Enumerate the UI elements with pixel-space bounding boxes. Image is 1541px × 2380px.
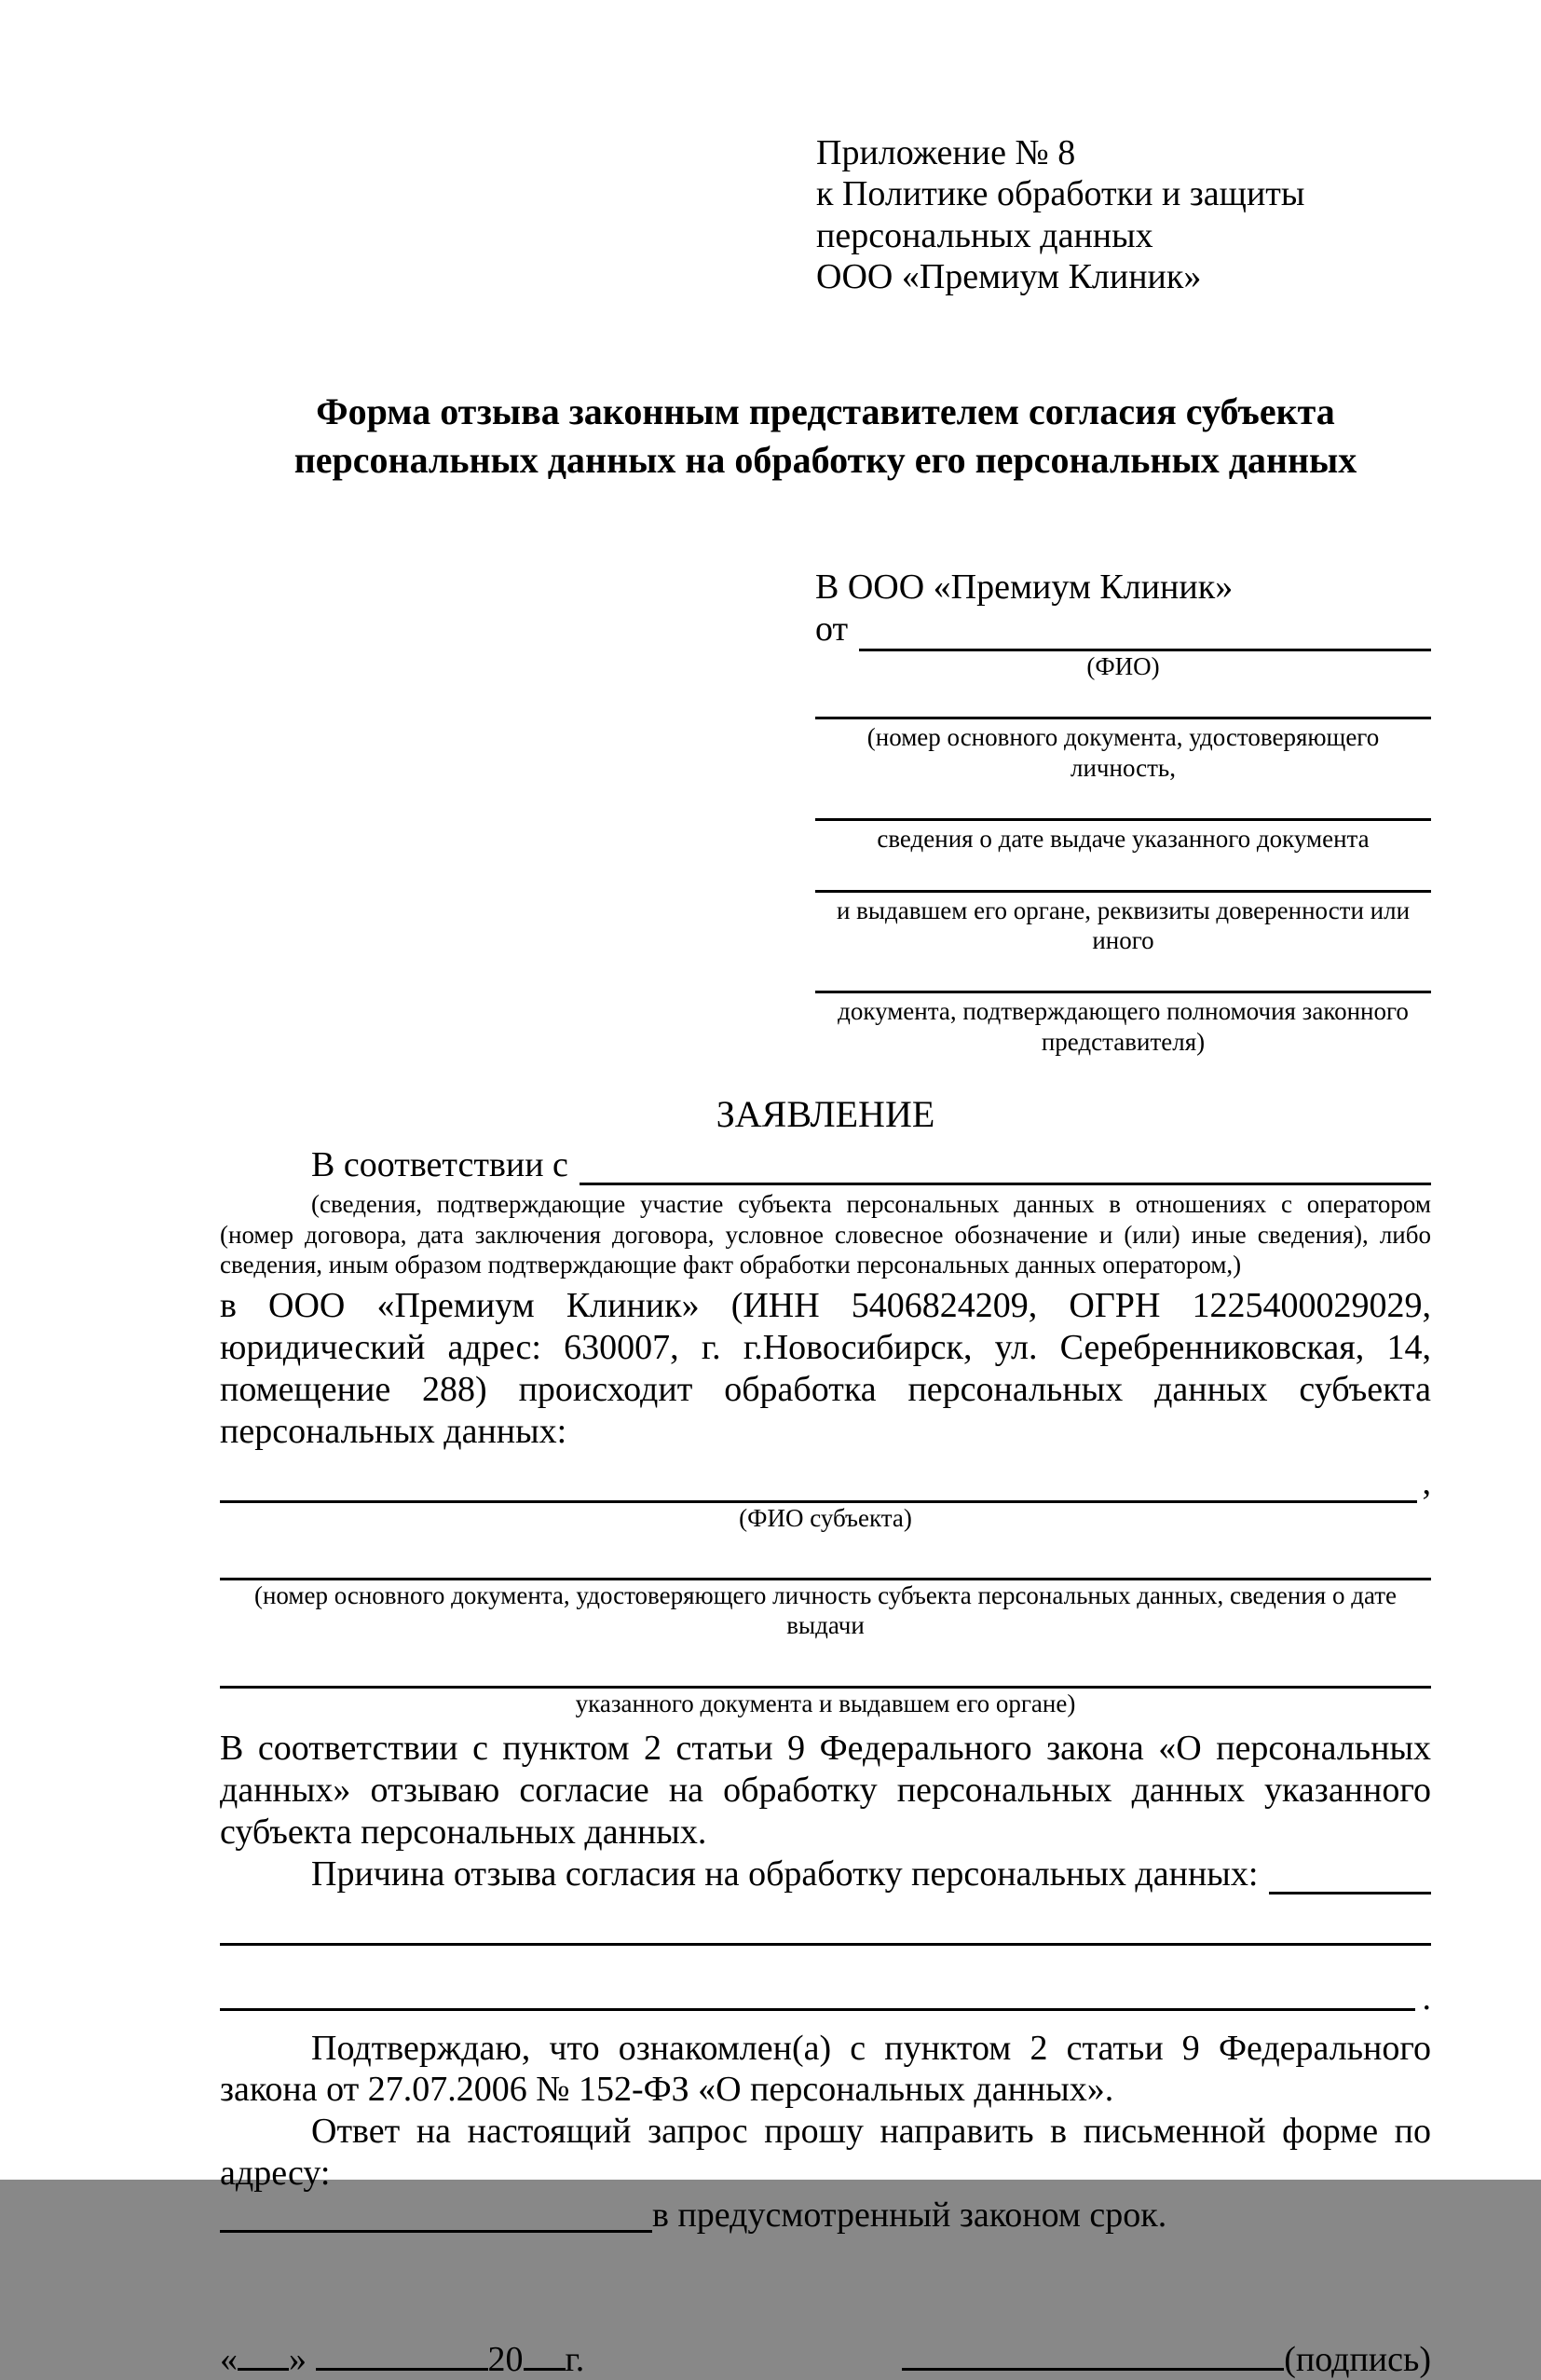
representative-doc-field-4 — [815, 970, 1431, 1057]
reason-label: Причина отзыва согласия на обработку персональных данных: — [311, 1853, 1259, 1894]
representative-doc-hint-4: документа, подтверждающего полномочия законного представителя) — [838, 997, 1409, 1056]
basis-blank-line — [580, 1144, 1431, 1185]
representative-doc-field-1 — [815, 696, 1431, 783]
basis-hint: (сведения, подтверждающие участие субъекта персональных данных в отношениях с оператором (номер договора, дата заключения договора, условное словесное обозначение и (или) иные сведения), либо сведения, иным образом подтверждающие факт обработки персональных данных оператором,) — [220, 1190, 1431, 1279]
signature-date-row — [220, 2332, 1431, 2380]
representative-doc-field-3 — [815, 869, 1431, 956]
date-year-suffix: г. — [565, 2339, 585, 2379]
subject-fio-blank-line — [220, 1462, 1417, 1503]
signature-field-group — [902, 2332, 1431, 2380]
document-title-line-2: персональных данных на обработку его персональных данных — [293, 438, 1357, 481]
reply-address-row — [220, 2195, 1431, 2239]
from-blank-line — [859, 609, 1431, 651]
date-quote-close: » — [289, 2339, 307, 2379]
appendix-line-1: Приложение № 8 — [816, 133, 1076, 172]
representative-doc-blank-line-2 — [815, 798, 1431, 821]
document-title-line-1: Форма отзыва законным представителем согласия субъекта — [316, 390, 1335, 432]
confirm-paragraph: Подтверждаю, что ознакомлен(а) с пунктом 2 статьи 9 Федерального закона от 27.07.2006 № 152-ФЗ «О персональных данных». — [220, 2028, 1431, 2110]
date-day-blank — [238, 2332, 289, 2371]
signature-hint: (подпись) — [1284, 2339, 1431, 2379]
reason-field-row — [220, 1853, 1431, 1894]
addressee-organization: В ООО «Премиум Клиник» — [815, 567, 1234, 607]
representative-doc-blank-line-4 — [815, 970, 1431, 993]
representative-doc-field-2 — [815, 798, 1431, 854]
appendix-header — [816, 132, 1431, 298]
date-year-blank — [524, 2332, 566, 2371]
addressee-block — [815, 567, 1431, 1057]
signature-blank-line — [902, 2332, 1284, 2371]
from-field-row — [815, 609, 1431, 651]
subject-fio-comma: , — [1422, 1462, 1431, 1502]
appendix-line-2: к Политике обработки и защиты — [816, 174, 1305, 214]
document-title — [220, 388, 1431, 485]
appendix-line-4: ООО «Премиум Клиник» — [816, 257, 1202, 297]
reply-paragraph: Ответ на настоящий запрос прошу направить в письменной форме по адресу: — [220, 2112, 1431, 2194]
reason-blank-line-2-row — [220, 1977, 1431, 2018]
reason-blank-line-1 — [220, 1943, 1431, 1946]
withdrawal-paragraph: В соответствии с пунктом 2 статьи 9 Федерального закона «О персональных данных» отзываю согласие на обработку персональных данных указанного субъекта персональных данных. — [220, 1729, 1431, 1852]
representative-doc-hint-2: сведения о дате выдаче указанного документа — [877, 825, 1370, 854]
date-month-blank — [316, 2332, 488, 2371]
date-field-group — [220, 2332, 584, 2380]
subject-doc-hint-bottom: указанного документа и выдавшем его органе) — [575, 1689, 1076, 1717]
subject-doc-field-2 — [220, 1662, 1431, 1718]
date-year-prefix: 20 — [487, 2339, 524, 2379]
reply-tail-text: в предусмотренный законом срок. — [652, 2195, 1167, 2235]
subject-fio-hint: (ФИО субъекта) — [739, 1503, 912, 1532]
representative-doc-blank-line-1 — [815, 696, 1431, 719]
reason-blank-line-short — [1269, 1853, 1431, 1894]
representative-doc-hint-3: и выдавшем его органе, реквизиты доверенности или иного — [836, 896, 1411, 954]
subject-doc-field-1 — [220, 1553, 1431, 1641]
operator-paragraph: в ООО «Премиум Клиник» (ИНН 5406824209, ОГРН 1225400029029, юридический адрес: 630007, г. г.Новосибирск, ул. Серебренниковская, 14, помещение 288) происходит обработка персональных данных субъекта персональных данных: — [220, 1286, 1431, 1451]
from-label: от — [815, 609, 849, 650]
date-quote-open: « — [220, 2339, 238, 2379]
representative-doc-hint-1: (номер основного документа, удостоверяющего личность, — [866, 723, 1380, 782]
subject-doc-blank-line-1 — [220, 1553, 1431, 1580]
subject-fio-field-row — [220, 1462, 1431, 1503]
reason-blank-line-2 — [220, 1977, 1415, 2011]
fio-hint: (ФИО) — [1086, 652, 1160, 680]
reply-address-blank-line — [220, 2195, 652, 2233]
basis-label: В соответствии с — [311, 1145, 568, 1185]
basis-field-row — [220, 1144, 1431, 1185]
subject-doc-blank-line-2 — [220, 1662, 1431, 1689]
representative-doc-blank-line-3 — [815, 869, 1431, 893]
subject-doc-hint-top: (номер основного документа, удостоверяющего личность субъекта персональных данных, сведения о дате выдачи — [253, 1581, 1398, 1640]
appendix-line-3: персональных данных — [816, 215, 1153, 255]
statement-heading: ЗАЯВЛЕНИЕ — [716, 1093, 935, 1136]
reason-line-period: . — [1422, 1977, 1431, 2018]
